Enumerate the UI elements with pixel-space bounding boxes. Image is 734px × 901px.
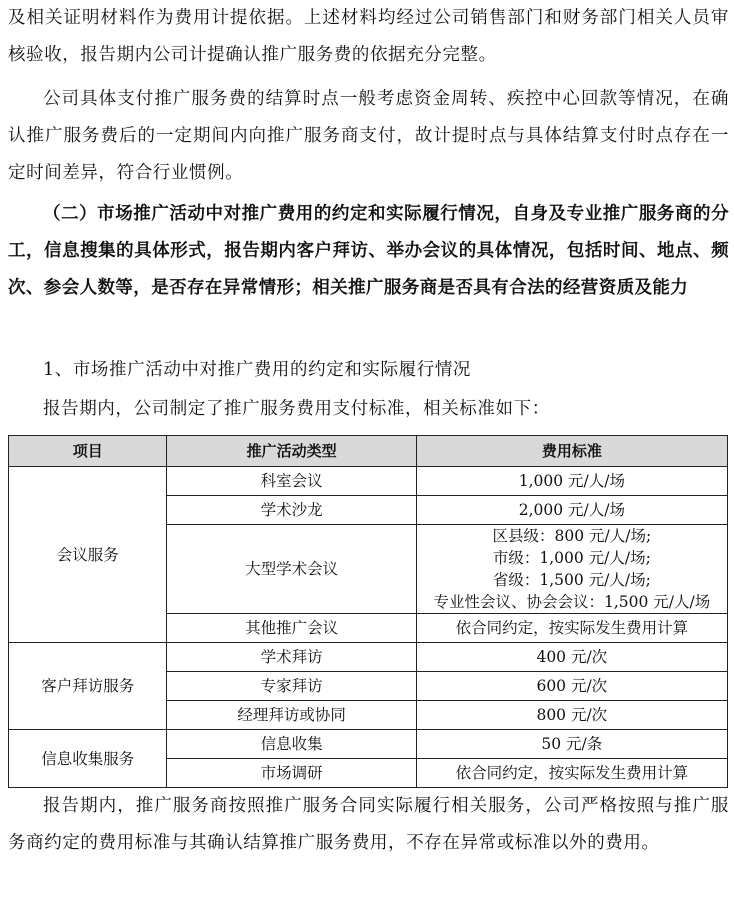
- fee-standards-table: [8, 435, 728, 788]
- header-activity-type: 推广活动类型: [167, 436, 416, 467]
- activity-type-cell: 大型学术会议: [167, 525, 416, 614]
- activity-type-cell: 信息收集: [167, 730, 416, 759]
- fee-line: 区县级：800 元/人/场;: [492, 527, 652, 545]
- subsection-heading: 1、市场推广活动中对推广费用的约定和实际履行情况: [43, 360, 472, 380]
- activity-type-cell: 学术拜访: [167, 643, 416, 672]
- fee-cell: 依合同约定，按实际发生费用计算: [416, 614, 727, 643]
- group-meeting-service: 会议服务: [9, 467, 167, 643]
- fee-cell: 2,000 元/人/场: [416, 496, 727, 525]
- fee-cell: 50 元/条: [416, 730, 727, 759]
- paragraph-basis: 及相关证明材料作为费用计提依据。上述材料均经过公司销售部门和财务部门相关人员审核验收，报告期内公司计提确认推广服务费的依据充分完整。: [8, 8, 729, 65]
- header-item: 项目: [9, 436, 167, 467]
- paragraph-conclusion: 报告期内，推广服务商按照推广服务合同实际履行相关服务，公司严格按照与推广服务商约定的费用标准与其确认结算推广服务费用，不存在异常或标准以外的费用。: [8, 796, 729, 853]
- fee-cell-multiline: [416, 525, 727, 614]
- paragraph-intro-standards: 报告期内，公司制定了推广服务费用支付标准，相关标准如下：: [43, 399, 550, 419]
- activity-type-cell: 专家拜访: [167, 672, 416, 701]
- fee-line: 专业性会议、协会会议：1,500 元/人/场: [433, 593, 711, 611]
- fee-cell: 600 元/次: [416, 672, 727, 701]
- fee-cell: 800 元/次: [416, 701, 727, 730]
- fee-cell: 1,000 元/人/场: [416, 467, 727, 496]
- paragraph-settlement: 公司具体支付推广服务费的结算时点一般考虑资金周转、疾控中心回款等情况，在确认推广服务费后的一定期间内向推广服务商支付，故计提时点与具体结算支付时点存在一定时间差异，符合行业惯例。: [8, 89, 729, 183]
- table-header-row: [9, 436, 728, 467]
- activity-type-cell: 经理拜访或协同: [167, 701, 416, 730]
- fee-cell: 依合同约定，按实际发生费用计算: [416, 759, 727, 788]
- fee-line: 省级：1,500 元/人/场;: [492, 571, 651, 589]
- section-heading: （二）市场推广活动中对推广费用的约定和实际履行情况，自身及专业推广服务商的分工，信息搜集的具体形式，报告期内客户拜访、举办会议的具体情况，包括时间、地点、频次、参会人数等，是否存在异常情形；相关推广服务商是否具有合法的经营资质及能力: [8, 204, 729, 298]
- group-visit-service: 客户拜访服务: [9, 643, 167, 730]
- fee-cell: 400 元/次: [416, 643, 727, 672]
- activity-type-cell: 其他推广会议: [167, 614, 416, 643]
- activity-type-cell: 市场调研: [167, 759, 416, 788]
- group-info-service: 信息收集服务: [9, 730, 167, 788]
- table-row: [9, 730, 728, 759]
- table-row: [9, 643, 728, 672]
- activity-type-cell: 科室会议: [167, 467, 416, 496]
- activity-type-cell: 学术沙龙: [167, 496, 416, 525]
- header-fee-standard: 费用标准: [416, 436, 727, 467]
- table-row: [9, 467, 728, 496]
- fee-line: 市级：1,000 元/人/场;: [492, 549, 651, 567]
